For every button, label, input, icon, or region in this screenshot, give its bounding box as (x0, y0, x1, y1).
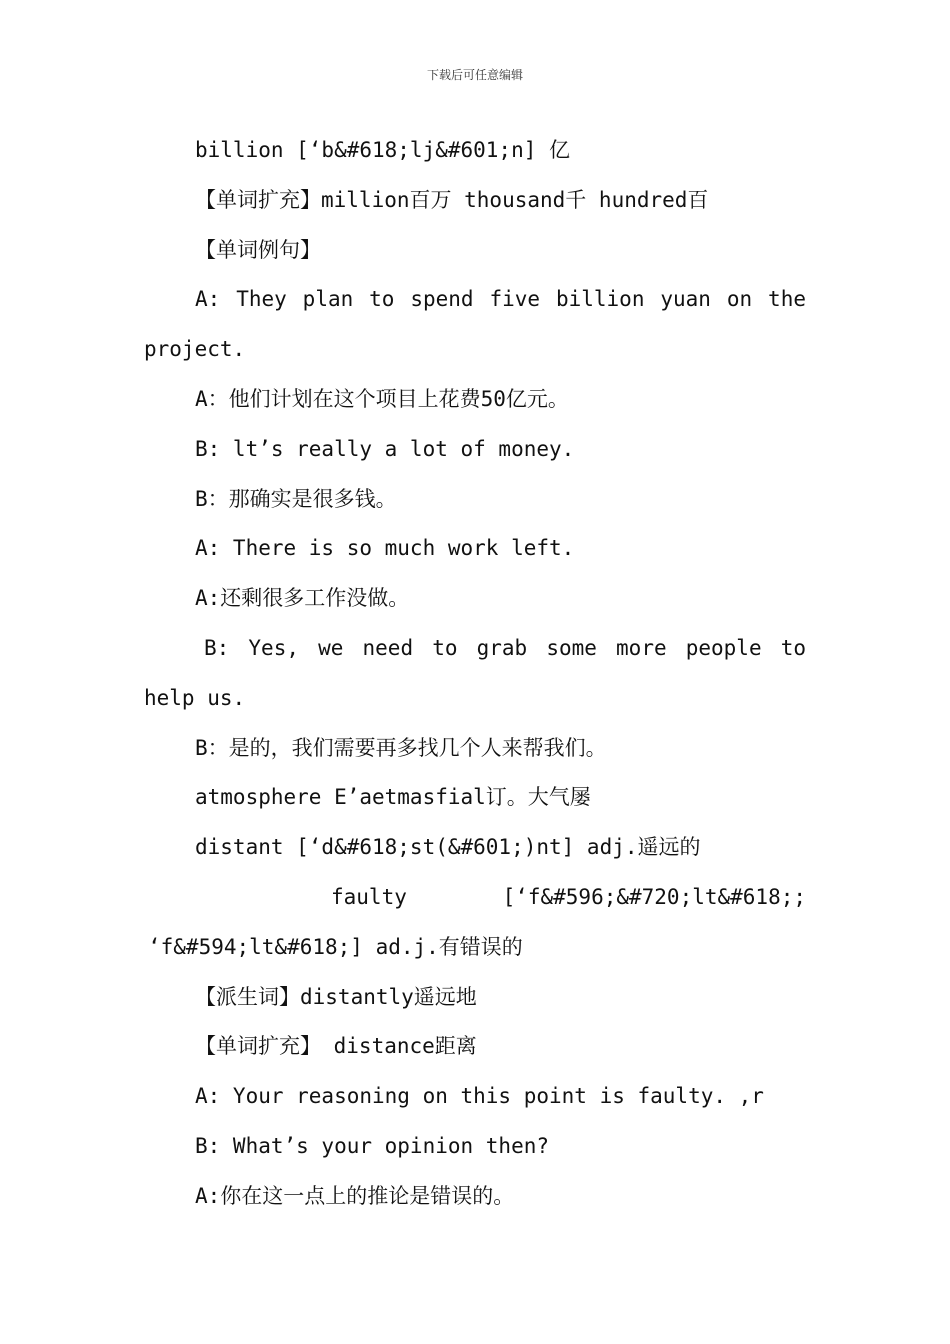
text-line-word-expansion-2: 【单词扩充】 distance距离 (195, 1034, 477, 1059)
text-line-example-a3-zh: A:你在这一点上的推论是错误的。 (195, 1183, 515, 1208)
text-line-example-b2-en-cont: help us. (144, 685, 246, 710)
text-line-example-a3-en: A: Your reasoning on this point is faulty. ,r (195, 1084, 764, 1109)
text-line-example-a-en-cont: project. (144, 337, 246, 362)
text-line-derivative: 【派生词】distantly遥远地 (195, 984, 477, 1009)
text-line-distant: distant [‘d&#618;st(&#601;)nt] adj.遥远的 (195, 835, 701, 860)
text-line-example-b2-en: B: Yes, we need to grab some more people to (204, 635, 806, 660)
text-line-example-b2-zh: B：是的，我们需要再多找几个人来帮我们。 (195, 735, 607, 760)
document-body (144, 126, 806, 1222)
page-header: 下载后可任意编辑 (426, 68, 523, 82)
text-line-word-expansion: 【单词扩充】million百万 thousand千 hundred百 (195, 187, 709, 212)
text-line-example-b-zh: B：那确实是很多钱。 (195, 486, 397, 511)
text-line-example-a-zh: A：他们计划在这个项目上花费50亿元。 (195, 386, 569, 411)
text-line-example-a2-en: A: There is so much work left. (195, 536, 575, 561)
text-line-faulty: faulty [‘f&#596;&#720;lt&#618;; (331, 884, 806, 909)
text-line-faulty-cont: ‘f&#594;lt&#618;] ad.j.有错误的 (148, 934, 523, 959)
text-line-example-a2-zh: A:还剩很多工作没做。 (195, 586, 410, 611)
text-line-atmosphere: atmosphere E’aetmasfial订。大气屡 (195, 785, 591, 810)
text-line-example-b3-en: B: What’s your opinion then? (195, 1133, 550, 1158)
text-line-example-a-en: A: They plan to spend five billion yuan on the (195, 287, 806, 312)
text-line-example-b-en: B: lt’s really a lot of money. (195, 436, 575, 461)
text-line-billion: billion [‘b&#618;lj&#601;n] 亿 (195, 138, 571, 162)
text-line-example-heading: 【单词例句】 (195, 237, 321, 262)
